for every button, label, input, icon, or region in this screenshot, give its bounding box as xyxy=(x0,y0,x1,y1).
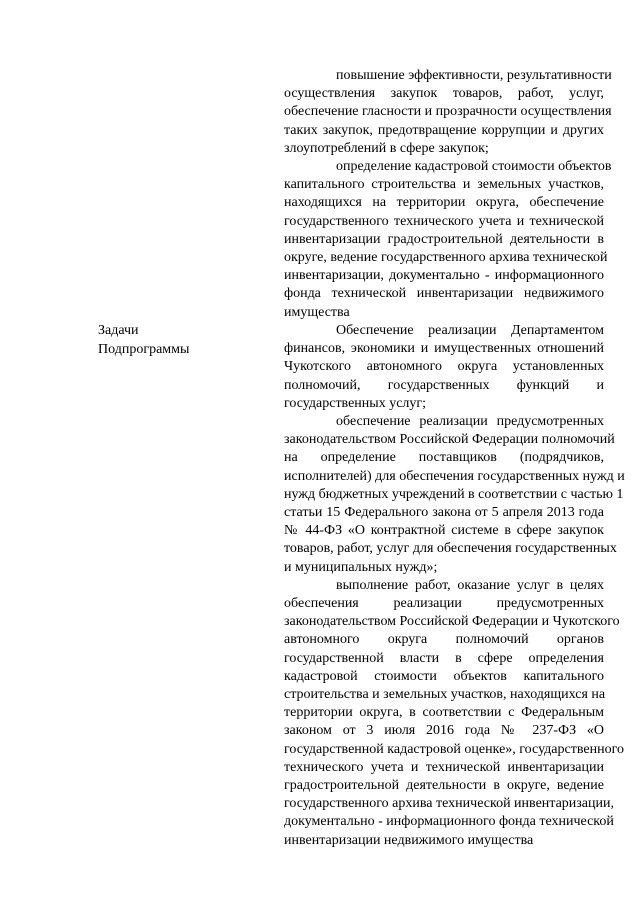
text-line: и муниципальных нужд»; xyxy=(284,559,438,575)
text-line: инвентаризации недвижимого имущества xyxy=(284,832,534,848)
text-line: таких закупок, предотвращение коррупции и других xyxy=(284,122,604,138)
text-line: находящихся на территории округа, обеспечение xyxy=(284,195,604,211)
tasks-label xyxy=(98,322,228,359)
text-line: строительства и земельных участков, находящихся на xyxy=(284,687,606,703)
text-line: обеспечение гласности и прозрачности осуществления xyxy=(284,104,612,120)
text-line: товаров, работ, услуг для обеспечения государственных xyxy=(284,541,617,557)
tasks-paragraph-3 xyxy=(232,577,624,850)
goals-paragraph-1 xyxy=(232,67,612,158)
text-line: осуществления закупок товаров, работ, услуг, xyxy=(284,86,604,102)
text-line: определение кадастровой стоимости объектов xyxy=(336,159,612,175)
text-line: технического учета и технической инвентаризации xyxy=(284,759,604,775)
text-line: законодательством Российской Федерации и Чукотского xyxy=(284,614,620,630)
text-line: государственной кадастровой оценке», государственного xyxy=(284,741,624,757)
tasks-label-line-1: Задачи xyxy=(98,323,139,338)
text-line: округе, ведение государственного архива технической xyxy=(284,250,608,266)
text-line: повышение эффективности, результативности xyxy=(336,68,612,83)
text-line: законом от 3 июля 2016 года № 237-ФЗ «О xyxy=(284,723,604,739)
text-line: исполнителей) для обеспечения государственных нужд и xyxy=(284,468,625,484)
text-line: обеспечение реализации предусмотренных xyxy=(336,414,604,430)
text-line: инвентаризации, документально - информационного xyxy=(284,268,604,284)
text-line: государственных услуг; xyxy=(284,395,427,411)
text-line: № 44-ФЗ «О контрактной системе в сфере закупок xyxy=(284,523,604,539)
goals-paragraph-2 xyxy=(232,158,612,322)
text-line: инвентаризации градостроительной деятельности в xyxy=(284,231,604,247)
tasks-label-line-2: Подпрограммы xyxy=(98,341,190,357)
text-line: Обеспечение реализации Департаментом xyxy=(336,323,604,338)
text-line: фонда технической инвентаризации недвижимого xyxy=(284,286,604,302)
text-line: имущества xyxy=(284,304,350,320)
text-line: статьи 15 Федерального закона от 5 апреля 2013 года xyxy=(284,505,604,521)
text-line: злоупотреблений в сфере закупок; xyxy=(284,140,489,156)
text-line: автономного округа полномочий органов xyxy=(284,632,604,648)
text-line: полномочий, государственных функций и xyxy=(284,377,604,393)
text-line: финансов, экономики и имущественных отношений xyxy=(284,341,604,357)
tasks-paragraph-1 xyxy=(232,322,604,413)
text-line: государственного технического учета и технической xyxy=(284,213,604,229)
text-line: на определение поставщиков (подрядчиков, xyxy=(284,450,604,466)
text-line: градостроительной деятельности в округе, ведение xyxy=(284,778,604,794)
text-line: нужд бюджетных учреждений в соответствии с частью 1 xyxy=(284,486,624,502)
tasks-paragraph-2 xyxy=(232,413,625,577)
goals-content xyxy=(232,67,612,322)
text-line: кадастровой стоимости объектов капитального xyxy=(284,668,604,684)
text-line: государственного архива технической инвентаризации, xyxy=(284,796,614,812)
text-line: обеспечения реализации предусмотренных xyxy=(284,596,604,612)
text-line: государственной власти в сфере определения xyxy=(284,650,604,666)
text-line: Чукотского автономного округа установленных xyxy=(284,359,604,375)
text-line: выполнение работ, оказание услуг в целях xyxy=(336,577,604,593)
text-line: капитального строительства и земельных участков, xyxy=(284,177,604,193)
text-line: документально - информационного фонда технической xyxy=(284,814,614,830)
text-line: законодательством Российской Федерации полномочий xyxy=(284,432,615,448)
text-line: территории округа, в соответствии с Федеральным xyxy=(284,705,604,721)
tasks-content xyxy=(232,322,625,850)
